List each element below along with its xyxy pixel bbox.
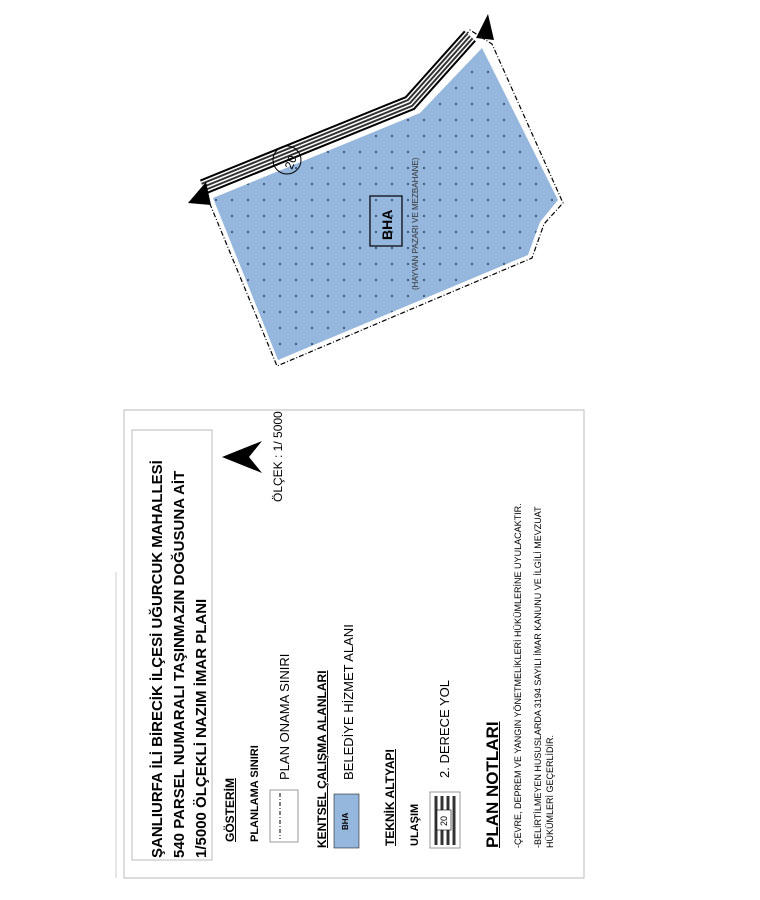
plan-title-line2: 540 PARSEL NUMARALI TAŞINMAZIN DOĞUSUNA AİT xyxy=(171,470,188,858)
road-end-arrow-icon xyxy=(476,14,494,40)
plan-note-1: -ÇEVRE, DEPREM VE YANGIN YÖNETMELİKLERİ HÜKÜMLERİNE UYULACAKTIR. xyxy=(513,503,523,848)
urban-work-areas-heading: KENTSEL ÇALIŞMA ALANLARI xyxy=(315,670,329,848)
road-width-marker-text: 20 xyxy=(281,153,300,172)
technical-infra-heading: TEKNİK ALTYAPI xyxy=(383,749,397,846)
second-degree-road-label: 2. DERECE YOL xyxy=(437,679,452,778)
bha-parcel-dots xyxy=(213,48,558,360)
municipal-service-area-label: BELEDİYE HİZMET ALANI xyxy=(341,624,356,780)
legend-road-width: 20 xyxy=(439,815,449,826)
bha-parcel-code: BHA xyxy=(379,209,395,240)
plan-note-2a: -BELİRTİLMEYEN HUSUSLARDA 3194 SAYILI İMAR KANUNU VE İLGİLİ MEVZUAT xyxy=(533,506,543,848)
plan-approval-boundary-label: PLAN ONAMA SINIRI xyxy=(277,653,292,780)
planning-boundary-heading: PLANLAMA SINIRI xyxy=(249,745,261,842)
plan-note-2b: HÜKÜMLERİ GEÇERLİDİR. xyxy=(545,734,555,848)
plan-title-line3: 1/5000 ÖLÇEKLİ NAZIM İMAR PLANI xyxy=(193,598,210,858)
plan-notes-heading: PLAN NOTLARI xyxy=(483,721,502,848)
bha-parcel-description: (HAYVAN PAZARI VE MEZBAHANE) xyxy=(411,157,420,290)
plan-title-line1: ŞANLIURFA İLİ BİRECİK İLÇESİ UĞURCUK MAHALLESİ xyxy=(149,460,166,858)
legend-heading: GÖSTERİM xyxy=(223,777,237,842)
scale-text: ÖLÇEK : 1/ 5000 xyxy=(271,411,285,502)
map-area xyxy=(188,14,563,366)
transport-heading: ULAŞIM xyxy=(409,803,421,846)
legend-boundary-symbol xyxy=(270,790,298,842)
legend-bha-code: BHA xyxy=(341,812,350,830)
